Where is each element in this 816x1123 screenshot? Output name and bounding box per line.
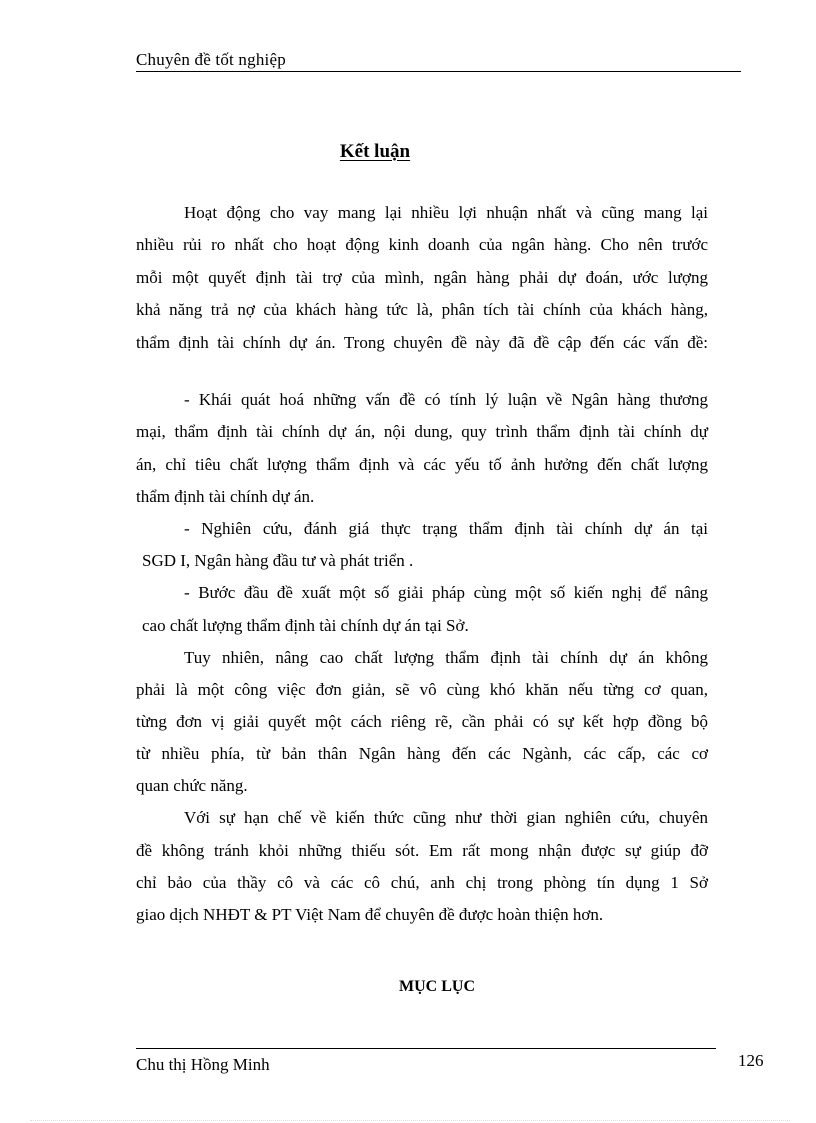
page-number: 126: [738, 1051, 764, 1070]
paragraph-line: Với sự hạn chế về kiến thức cũng như thời gian nghiên cứu, chuyên: [184, 808, 708, 827]
paragraph-line: quan chức năng.: [136, 776, 248, 795]
paragraph-line: - Nghiên cứu, đánh giá thực trạng thẩm định tài chính dự án tại: [184, 519, 708, 538]
section-title: Kết luận: [339, 141, 411, 162]
header-rule: [136, 71, 741, 72]
footer-author: Chu thị Hồng Minh: [136, 1055, 270, 1074]
paragraph-line: mại, thẩm định tài chính dự án, nội dung, quy trình thẩm định tài chính dự: [136, 422, 708, 441]
paragraph-line: khả năng trả nợ của khách hàng tức là, phân tích tài chính của khách hàng,: [136, 300, 708, 319]
running-header: Chuyên đề tốt nghiệp: [136, 50, 286, 69]
paragraph-line: cao chất lượng thẩm định tài chính dự án tại Sở.: [142, 616, 469, 635]
paragraph-line: Tuy nhiên, nâng cao chất lượng thẩm định tài chính dự án không: [184, 648, 708, 667]
paragraph-line: Hoạt động cho vay mang lại nhiều lợi nhuận nhất và cũng mang lại: [184, 203, 708, 222]
paragraph-line: từ nhiều phía, từ bản thân Ngân hàng đến các Ngành, các cấp, các cơ: [136, 744, 708, 763]
paragraph-line: mỗi một quyết định tài trợ của mình, ngân hàng phải dự đoán, ước lượng: [136, 268, 708, 287]
paragraph-line: đề không tránh khỏi những thiếu sót. Em rất mong nhận được sự giúp đỡ: [136, 841, 708, 860]
paragraph-line: giao dịch NHĐT & PT Việt Nam để chuyên đề được hoàn thiện hơn.: [136, 905, 604, 924]
next-section-title: MỤC LỤC: [399, 978, 475, 995]
paragraph-line: - Khái quát hoá những vấn đề có tính lý luận về Ngân hàng thương: [184, 390, 708, 409]
paragraph-line: án, chỉ tiêu chất lượng thẩm định và các yếu tố ảnh hưởng đến chất lượng: [136, 455, 708, 474]
paragraph-line: SGD I, Ngân hàng đầu tư và phát triển .: [142, 551, 414, 570]
paragraph-line: - Bước đầu đề xuất một số giải pháp cùng một số kiến nghị để nâng: [184, 583, 708, 602]
paragraph-line: từng đơn vị giải quyết một cách riêng rẽ, cần phải có sự kết hợp đồng bộ: [136, 712, 708, 731]
paragraph-line: thẩm định tài chính dự án. Trong chuyên đề này đã đề cập đến các vấn đề:: [136, 333, 708, 352]
paragraph-line: chỉ bảo của thầy cô và các cô chú, anh chị trong phòng tín dụng 1 Sở: [136, 873, 708, 892]
page-edge-dots: [30, 1120, 790, 1121]
paragraph-line: nhiều rủi ro nhất cho hoạt động kinh doanh của ngân hàng. Cho nên trước: [136, 235, 708, 254]
footer-rule: [136, 1048, 716, 1049]
paragraph-line: thẩm định tài chính dự án.: [136, 487, 315, 506]
paragraph-line: phải là một công việc đơn giản, sẽ vô cùng khó khăn nếu từng cơ quan,: [136, 680, 708, 699]
